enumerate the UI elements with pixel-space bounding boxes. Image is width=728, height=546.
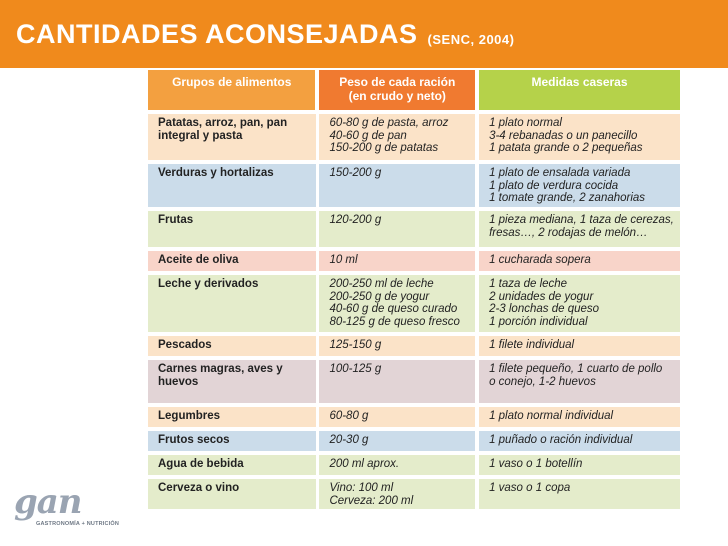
table-row [148,336,680,356]
table-header [148,70,680,110]
household-measure-cell: 1 pieza mediana, 1 taza de cerezas, fresas…, 2 rodajas de melón… [479,211,680,247]
table-row [148,407,680,427]
table-row [148,431,680,451]
header-portion-weight: Peso de cada ración (en crudo y neto) [319,70,475,110]
food-group-cell: Frutos secos [148,431,316,451]
food-group-cell: Aceite de oliva [148,251,316,271]
food-group-cell: Leche y derivados [148,275,316,332]
page-subtitle: (SENC, 2004) [427,31,515,47]
table-row [148,114,680,160]
portion-weight-cell: 150-200 g [319,164,475,207]
page-title: CANTIDADES ACONSEJADAS [16,18,418,49]
household-measure-cell: 1 taza de leche 2 unidades de yogur 2-3 lonchas de queso 1 porción individual [479,275,680,332]
portion-weight-cell: 125-150 g [319,336,475,356]
portion-weight-cell: 200 ml aprox. [319,455,475,475]
portion-weight-cell: 200-250 ml de leche 200-250 g de yogur 40-60 g de queso curado 80-125 g de queso fresco [319,275,475,332]
portion-weight-cell: 20-30 g [319,431,475,451]
food-group-cell: Pescados [148,336,316,356]
table-row [148,211,680,247]
food-group-cell: Verduras y hortalizas [148,164,316,207]
title-bar [0,0,728,68]
table-body [148,114,680,509]
food-group-cell: Patatas, arroz, pan, pan integral y pasta [148,114,316,160]
logo-tagline: GASTRONOMÍA + NUTRICIÓN [36,521,120,527]
household-measure-cell: 1 puñado o ración individual [479,431,680,451]
food-group-cell: Carnes magras, aves y huevos [148,360,316,403]
portion-weight-cell: 100-125 g [319,360,475,403]
portion-weight-cell: 60-80 g de pasta, arroz 40-60 g de pan 150-200 g de patatas [319,114,475,160]
table-row [148,275,680,332]
household-measure-cell: 1 filete individual [479,336,680,356]
portion-weight-cell: 60-80 g [319,407,475,427]
food-group-cell: Frutas [148,211,316,247]
portion-weight-cell: 10 ml [319,251,475,271]
household-measure-cell: 1 plato normal 3-4 rebanadas o un panecillo 1 patata grande o 2 pequeñas [479,114,680,160]
household-measure-cell: 1 plato de ensalada variada 1 plato de verdura cocida 1 tomate grande, 2 zanahorias [479,164,680,207]
table-row [148,360,680,403]
household-measure-cell: 1 vaso o 1 botellín [479,455,680,475]
table-row [148,251,680,271]
food-group-cell: Cerveza o vino [148,479,316,509]
household-measure-cell: 1 filete pequeño, 1 cuarto de pollo o conejo, 1-2 huevos [479,360,680,403]
table-row [148,164,680,207]
household-measure-cell: 1 cucharada sopera [479,251,680,271]
logo-wordmark: gan [14,482,82,522]
food-group-cell: Agua de bebida [148,455,316,475]
portion-weight-cell: Vino: 100 ml Cerveza: 200 ml [319,479,475,509]
header-household-measure: Medidas caseras [479,70,680,110]
header-food-group: Grupos de alimentos [148,70,315,110]
portion-weight-cell: 120-200 g [319,211,475,247]
table-row [148,479,680,509]
household-measure-cell: 1 plato normal individual [479,407,680,427]
gan-logo [14,482,124,532]
portions-table [148,70,680,509]
household-measure-cell: 1 vaso o 1 copa [479,479,680,509]
food-group-cell: Legumbres [148,407,316,427]
table-row [148,455,680,475]
